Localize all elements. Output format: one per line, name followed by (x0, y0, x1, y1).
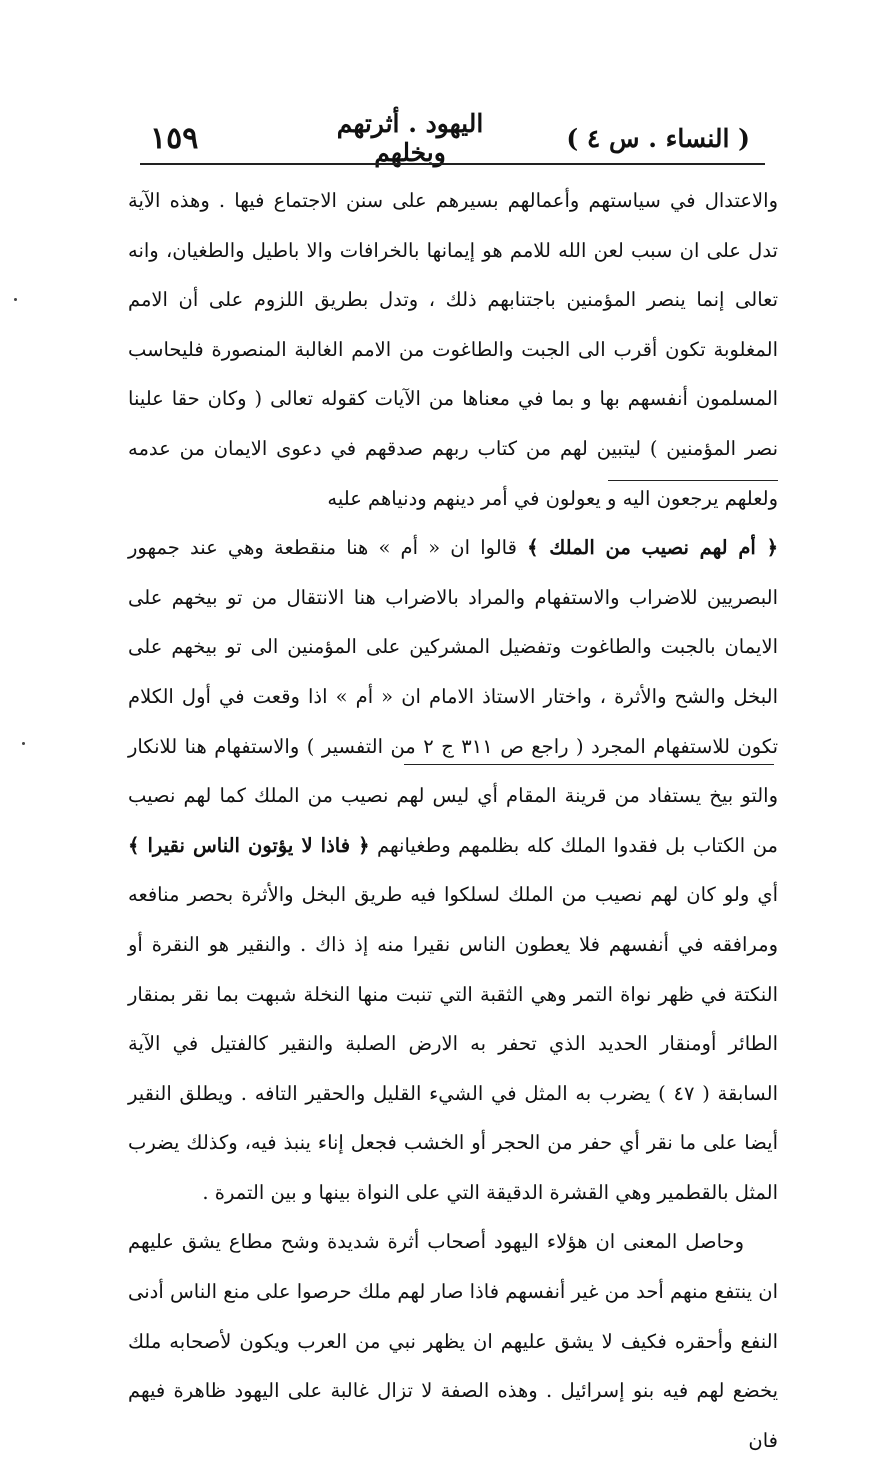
page-number: ١٥٩ (150, 120, 199, 156)
quran-verse-2: ﴿ فاذا لا يؤتون الناس نقيرا ﴾ (128, 833, 370, 857)
scan-speck (14, 298, 17, 301)
scan-speck (22, 742, 25, 745)
paragraph-2-text: قالوا ان « أم » هنا منقطعة وهي عند جمهور البصريين للاضراب والاستفهام والمراد بالاضراب هنا الانتقال من تو بيخهم على الايمان بالجبت والطاغوت وتفضيل المشركين على المؤمنين الى تو بيخهم على البخل والشح والأثرة ، واختار الاستاذ الامام ان « أم » اذا وقعت في أول الكلام تكون للاستفهام المجرد ( راجع ص ٣١١ ج ٢ من التفسير ) والاستفهام هنا للانكار والتو بيخ يستفاد من قرينة المقام أي ليس لهم نصيب من الملك كما لهم نصيب من الكتاب بل فقدوا الملك كله بظلمهم وطغيانهم (128, 536, 779, 857)
body-text (128, 176, 778, 1465)
paragraph-3: وحاصل المعنى ان هؤلاء اليهود أصحاب أثرة شديدة وشح مطاع يشق عليهم ان ينتفع منهم أحد من غير أنفسهم فاذا صار لهم ملك حرصوا على منع الناس أدنى النفع وأحقره فكيف لا يشق عليهم ان يظهر نبي من العرب ويكون لأصحابه ملك يخضع لهم فيه بنو إسرائيل . وهذه الصفة لا تزال غالبة على اليهود ظاهرة فيهم فان (128, 1230, 778, 1452)
quran-verse-1: ﴿ أم لهم نصيب من الملك ﴾ (527, 536, 778, 560)
paragraph-1: والاعتدال في سياستهم وأعمالهم بسيرهم على سنن الاجتماع فيها . وهذه الآية تدل على ان سبب لعن الله للامم هو إيمانها بالخرافات والا باطيل والطغيان، وانه تعالى إنما ينصر المؤمنين باجتنابهم ذلك ، وتدل بطريق اللزوم على أن الامم المغلوبة تكون أقرب الى الجبت والطاغوت من الامم الغالبة المنصورة فليحاسب المسلمون أنفسهم بها و بما في معناها من الآيات كقوله تعالى ( وكان حقا علينا نصر المؤمنين ) ليتبين لهم من كتاب ربهم صدقهم في دعوى الايمان من عدمه ولعلهم يرجعون اليه و يعولون في أمر دينهم ودنياهم عليه (128, 189, 778, 510)
surah-reference: ( النساء . س ٤ ) (566, 123, 750, 153)
header-rule (140, 163, 765, 165)
paragraph-2 (128, 523, 778, 1217)
paragraph-2-continuation: أي ولو كان لهم نصيب من الملك لسلكوا فيه طريق البخل والأثرة بحصر منافعه ومرافقه في أنفسهم فلا يعطون الناس نقيرا منه إذ ذاك . والنقير هو النقرة أو النكتة في ظهر نواة التمر وهي الثقبة التي تنبت منها النخلة شبهت بما نقر بمنقار الطائر أومنقار الحديد الذي تحفر به الارض الصلبة والنقير كالفتيل في الآية السابقة ( ٤٧ ) يضرب به المثل في الشيء القليل والحقير التافه . ويطلق النقير أيضا على ما نقر أي حفر من الحجر أو الخشب فجعل إناء ينبذ فيه، وكذلك يضرب المثل بالقطمير وهي القشرة الدقيقة التي على النواة بينها و بين التمرة . (128, 883, 778, 1204)
running-header (150, 109, 750, 167)
running-title: اليهود . أثرتهم وبخلهم (336, 109, 484, 167)
